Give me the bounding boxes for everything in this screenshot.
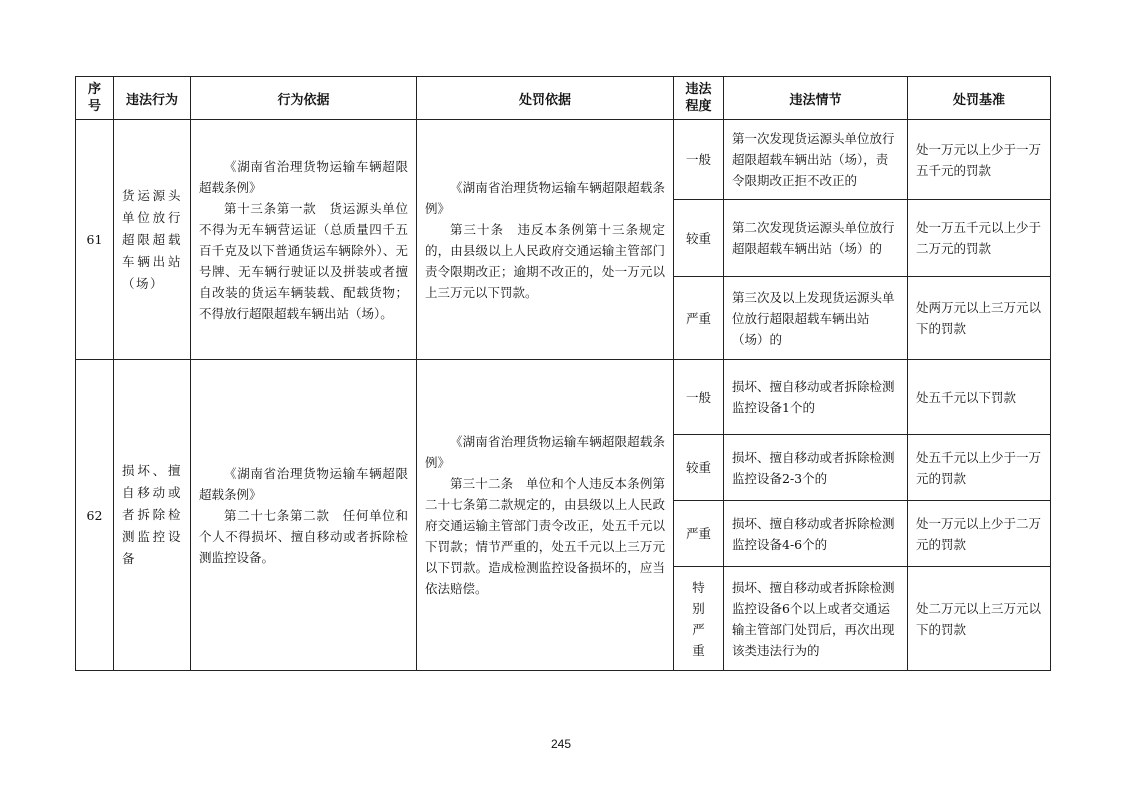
circumstance: 损坏、擅自移动或者拆除检测监控设备4-6个的 [724, 501, 908, 567]
degree: 一般 [674, 120, 724, 200]
table-header-row [76, 77, 1051, 120]
basis-text: 第十三条第一款 货运源头单位不得为无车辆营运证（总质量四千五百千克及以下普通货运车辆除外）、无号牌、无车辆行驶证以及拼装或者擅自改装的货运车辆装载、配载货物；不得放行超限超载车辆出站（场）。 [199, 200, 408, 321]
penalty-law: 《湖南省治理货物运输车辆超限超载条例》 [425, 434, 665, 470]
table-row [76, 120, 1051, 200]
circumstance: 损坏、擅自移动或者拆除检测监控设备6个以上或者交通运输主管部门处罚后，再次出现该类违法行为的 [724, 567, 908, 671]
basis-law: 《湖南省治理货物运输车辆超限超载条例》 [199, 465, 408, 502]
penalty-law: 《湖南省治理货物运输车辆超限超载条例》 [425, 179, 665, 216]
degree: 较重 [674, 200, 724, 277]
penalty-text: 第三十二条 单位和个人违反本条例第二十七条第二款规定的，由县级以上人民政府交通运输主管部门责令改正，处五千元以下罚款；情节严重的，处五千元以上三万元以下罚款。造成检测监控设备损坏的，应当依法赔偿。 [425, 476, 665, 596]
violation-text: 货运源头单位放行超限超载车辆出站（场） [122, 187, 182, 291]
circumstance: 损坏、擅自移动或者拆除检测监控设备1个的 [724, 360, 908, 435]
header-standard: 处罚基准 [908, 77, 1051, 120]
header-penalty-basis: 处罚依据 [417, 77, 674, 120]
header-basis: 行为依据 [191, 77, 417, 120]
header-degree: 违法程度 [674, 77, 724, 120]
degree [674, 567, 724, 671]
standard: 处两万元以上三万元以下的罚款 [908, 277, 1051, 360]
penalty-cell [417, 120, 674, 360]
row-seq: 62 [76, 360, 114, 671]
header-circumstance: 违法情节 [724, 77, 908, 120]
standard: 处一万元以上少于一万五千元的罚款 [908, 120, 1051, 200]
degree: 严重 [674, 501, 724, 567]
basis-law: 《湖南省治理货物运输车辆超限超载条例》 [199, 158, 408, 195]
violation-text: 损坏、擅自移动或者拆除检测监控设备 [122, 463, 182, 566]
page-number: 245 [550, 737, 572, 751]
violation-cell [114, 360, 191, 671]
degree-text: 特别严重 [692, 579, 705, 658]
violation-cell [114, 120, 191, 360]
degree: 严重 [674, 277, 724, 360]
circumstance: 第三次及以上发现货运源头单位放行超限超载车辆出站（场）的 [724, 277, 908, 360]
row-seq: 61 [76, 120, 114, 360]
basis-text: 第二十七条第二款 任何单位和个人不得损坏、擅自移动或者拆除检测监控设备。 [199, 507, 408, 565]
header-seq: 序号 [76, 77, 114, 120]
standard: 处二万元以上三万元以下的罚款 [908, 567, 1051, 671]
penalty-standard-table [75, 76, 1051, 671]
degree: 较重 [674, 435, 724, 501]
standard: 处五千元以上少于一万元的罚款 [908, 435, 1051, 501]
standard: 处一万五千元以上少于二万元的罚款 [908, 200, 1051, 277]
standard: 处一万元以上少于二万元的罚款 [908, 501, 1051, 567]
penalty-text: 第三十条 违反本条例第十三条规定的，由县级以上人民政府交通运输主管部门责令限期改正；逾期不改正的，处一万元以上三万元以下罚款。 [425, 221, 665, 300]
basis-cell [191, 120, 417, 360]
penalty-cell [417, 360, 674, 671]
circumstance: 第二次发现货运源头单位放行超限超载车辆出站（场）的 [724, 200, 908, 277]
header-act: 违法行为 [114, 77, 191, 120]
table-row [76, 360, 1051, 435]
circumstance: 损坏、擅自移动或者拆除检测监控设备2-3个的 [724, 435, 908, 501]
standard: 处五千元以下罚款 [908, 360, 1051, 435]
degree: 一般 [674, 360, 724, 435]
basis-cell [191, 360, 417, 671]
circumstance: 第一次发现货运源头单位放行超限超载车辆出站（场），责令限期改正拒不改正的 [724, 120, 908, 200]
